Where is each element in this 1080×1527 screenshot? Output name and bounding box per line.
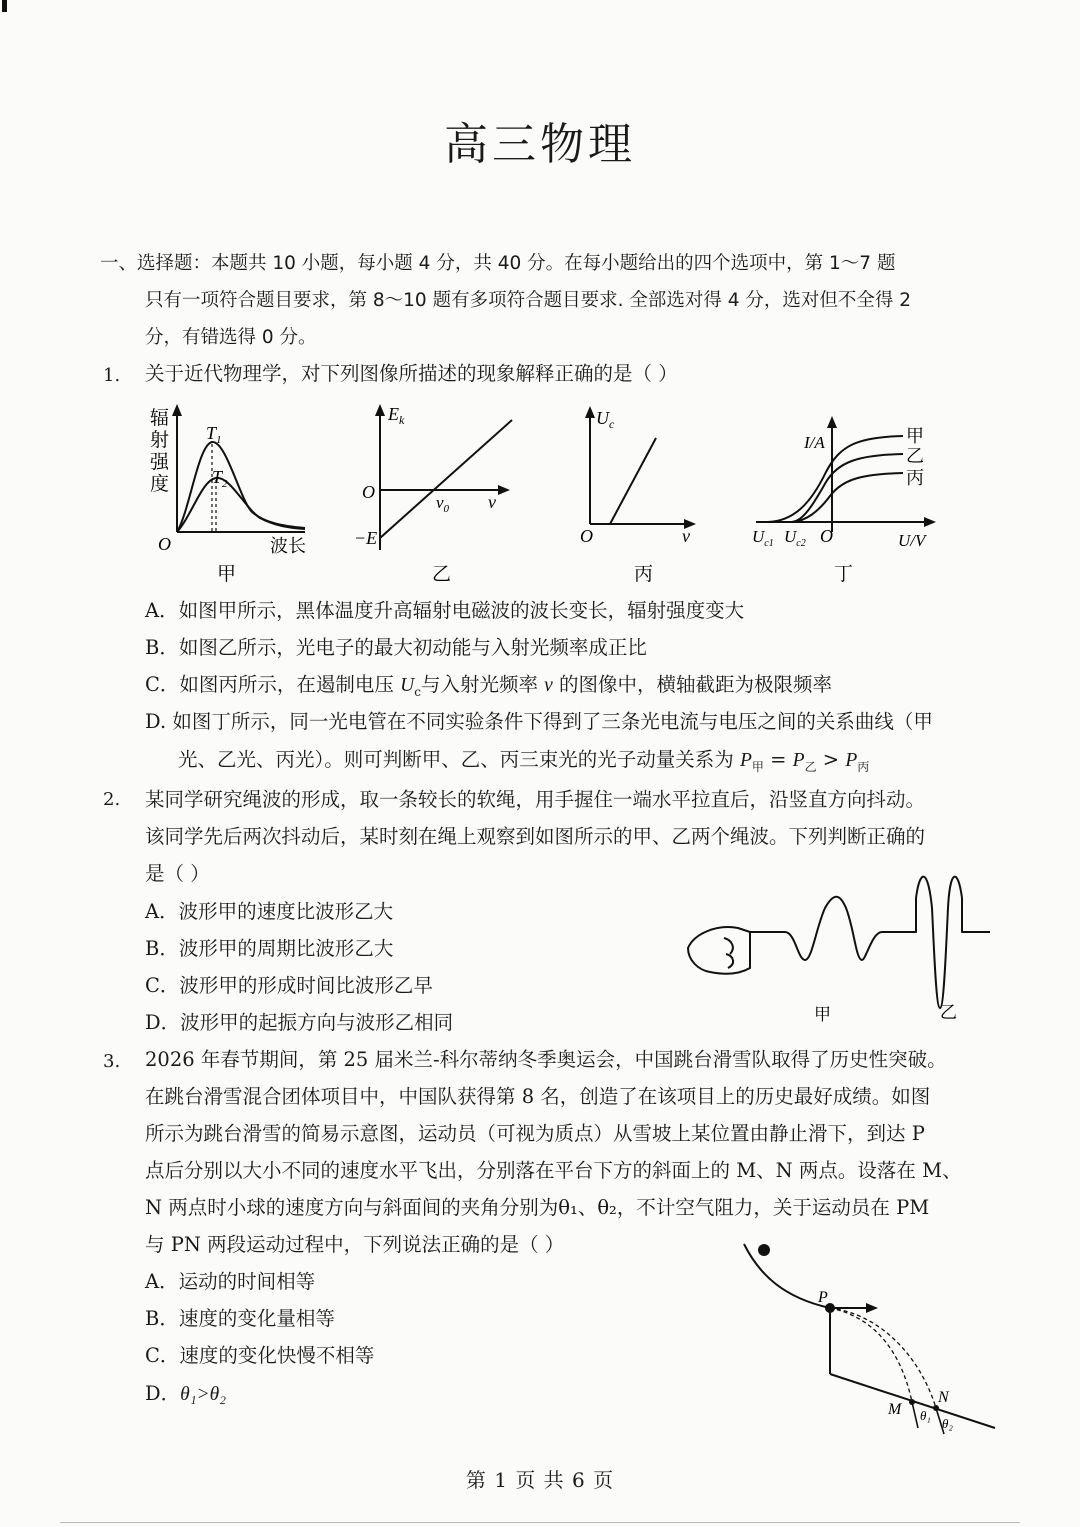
q2-option-a[interactable]: A．波形甲的速度比波形乙大 (145, 900, 394, 923)
q1-d-p2: P (792, 750, 805, 771)
q2-option-d[interactable]: D．波形甲的起振方向与波形乙相同 (145, 1011, 454, 1034)
yi-caption: 乙 (432, 563, 452, 585)
q1-d-p1: P (739, 750, 752, 771)
bing-origin: O (580, 526, 593, 546)
q1-option-c-post: 的图像中，横轴截距为极限频率 (552, 673, 833, 696)
page-footer: 第 1 页 共 6 页 (465, 1468, 615, 1492)
q3-option-a[interactable]: A．运动的时间相等 (145, 1270, 316, 1293)
jia-ylabel-1: 辐 (150, 407, 170, 429)
q3-line6: 与 PN 两段运动过程中，下列说法正确的是（ ） (145, 1233, 565, 1256)
q2-figure-rope-wave (680, 868, 1000, 1028)
q3-option-b[interactable]: B．速度的变化量相等 (145, 1307, 335, 1330)
bottom-scan-line (60, 1522, 1020, 1523)
label-theta1: θ₁ (920, 1408, 931, 1423)
q1-d-p3: P (845, 750, 858, 771)
jia-y-arrow (172, 404, 182, 416)
q1-figure-yi (352, 400, 527, 590)
q2-option-b[interactable]: B．波形甲的周期比波形乙大 (145, 937, 394, 960)
bing-line (610, 438, 656, 524)
ding-uc1: $U_{c1}$ (752, 527, 774, 549)
page-title: 高三物理 (444, 119, 636, 170)
ding-caption: 丁 (834, 563, 854, 585)
ding-x-arrow (924, 517, 936, 527)
trajectory-pn (830, 1308, 936, 1408)
ding-uc2: $U_{c2}$ (784, 527, 806, 549)
q3-line1: 2026 年春节期间，第 25 届米兰-科尔蒂纳冬季奥运会，中国跳台滑雪队取得了历史性突破。 (145, 1048, 947, 1071)
q3-line4: 点后分别以大小不同的速度水平飞出，分别落在平台下方的斜面上的 M、N 两点。设落在 M、 (145, 1159, 962, 1182)
jia-t1-label: $T_1$ (206, 423, 222, 446)
yi-ylabel: $E_k$ (388, 404, 405, 427)
ding-origin: O (820, 526, 833, 546)
q3-line5: N 两点时小球的速度方向与斜面间的夹角分别为θ₁、θ₂，不计空气阻力，关于运动员在 PM (145, 1196, 930, 1219)
q2-line1: 某同学研究绳波的形成，取一条较长的软绳，用手握住一端水平拉直后，沿竖直方向抖动。 (145, 788, 926, 811)
q1-option-d-line1[interactable]: D. 如图丁所示，同一光电管在不同实验条件下得到了三条光电流与电压之间的关系曲线（甲 (145, 710, 933, 733)
label-m: M (888, 1401, 902, 1418)
section-header-line2: 只有一项符合题目要求，第 8～10 题有多项符合题目要求. 全部选对得 4 分，选对但不全得 2 (145, 290, 912, 311)
jia-xlabel: 波长 (270, 536, 306, 557)
rope-wave-path (750, 877, 990, 1008)
hand-icon (688, 927, 750, 974)
yi-nu0: $\nu_0$ (436, 493, 450, 515)
section-header-line1: 一、选择题：本题共 10 小题，每小题 4 分，共 40 分。在每小题给出的四个选项中，第 1～7 题 (100, 253, 896, 274)
q2-line2: 该同学先后两次抖动后，某时刻在绳上观察到如图所示的甲、乙两个绳波。下列判断正确的 (145, 825, 926, 848)
yi-origin: O (362, 482, 375, 502)
ding-curve-jia (768, 436, 903, 522)
q1-option-c-var: U (400, 675, 415, 696)
q1-option-d-pre: 光、乙光、丙光）。则可判断甲、乙、丙三束光的光子动量关系为 (178, 748, 740, 771)
ding-label-bing: 丙 (906, 468, 924, 489)
jia-ylabel-3: 强 (150, 451, 170, 473)
q2-label-jia: 甲 (814, 1005, 831, 1025)
yi-x-arrow (498, 485, 510, 495)
q1-option-c-sub: c (414, 684, 421, 699)
skier-start-ball (758, 1244, 770, 1256)
bing-y-arrow (585, 406, 595, 418)
q1-option-a[interactable]: A．如图甲所示，黑体温度升高辐射电磁波的波长变长，辐射强度变大 (145, 599, 745, 622)
q1-d-sub3: 丙 (857, 759, 870, 774)
label-p: P (818, 1289, 828, 1306)
q1-number: 1. (103, 365, 121, 386)
q2-line3: 是（ ） (145, 862, 210, 885)
q1-option-b[interactable]: B．如图乙所示，光电子的最大初动能与入射光频率成正比 (145, 636, 647, 659)
yi-line (380, 420, 512, 538)
corner-mark (2, 0, 7, 12)
jia-origin: O (158, 534, 171, 554)
q3-figure-ski-jump (730, 1236, 1005, 1446)
q1-option-c-var2: ν (544, 675, 553, 696)
q1-figure-ding (748, 400, 948, 590)
yi-xlabel: ν (488, 492, 496, 512)
ding-label-yi: 乙 (906, 446, 924, 467)
q1-figure-jia (140, 400, 325, 590)
q3-option-d-text: θ₁>θ₂ (180, 1384, 227, 1405)
q1-d-gt: > (816, 748, 846, 771)
q1-d-sub1: 甲 (751, 759, 764, 774)
q2-label-yi: 乙 (940, 1003, 957, 1023)
jia-ylabel-2: 射 (150, 429, 170, 451)
jia-caption: 甲 (217, 563, 237, 585)
q2-number: 2. (103, 789, 121, 810)
bing-xlabel: ν (682, 526, 690, 546)
section-header-line3: 分，有错选得 0 分。 (145, 327, 317, 348)
q1-stem: 关于近代物理学，对下列图像所描述的现象解释正确的是（ ） (145, 362, 678, 385)
q1-option-c-mid: 与入射光频率 (420, 673, 545, 696)
q3-option-d[interactable] (145, 1375, 226, 1414)
q1-figure-bing (572, 400, 712, 590)
jia-ylabel-4: 度 (150, 473, 170, 495)
launch-arrowhead (866, 1303, 878, 1313)
bing-ylabel: $U_c$ (596, 408, 615, 431)
yi-neg-e: −E (354, 528, 378, 548)
q3-option-d-pre: D． (145, 1382, 181, 1405)
point-m-dot (909, 1399, 915, 1405)
yi-y-arrow (375, 404, 385, 416)
ding-curve-yi (792, 454, 903, 522)
q3-line2: 在跳台滑雪混合团体项目中，中国队获得第 8 名，创造了在该项目上的历史最好成绩。如图 (145, 1085, 931, 1108)
q1-option-c-pre: C．如图丙所示，在遏制电压 (145, 673, 401, 696)
hand-fingers (724, 938, 733, 968)
ding-ylabel: I/A (804, 433, 825, 452)
q3-option-c[interactable]: C．速度的变化快慢不相等 (145, 1344, 375, 1367)
jia-t2-label: $T_2$ (212, 467, 228, 490)
q1-d-sub2: 乙 (804, 759, 817, 774)
q1-option-d-line2[interactable] (178, 741, 869, 786)
jia-curve-t2 (177, 478, 305, 532)
ding-xlabel: U/V (898, 531, 926, 550)
q1-d-eq: = (763, 748, 793, 771)
label-theta2: θ₂ (942, 1416, 953, 1431)
ding-y-arrow (827, 416, 837, 428)
ding-curve-bing (792, 473, 903, 522)
q3-line3: 所示为跳台滑雪的简易示意图，运动员（可视为质点）从雪坡上某位置由静止滑下，到达 P (145, 1122, 925, 1145)
velocity-m (912, 1402, 918, 1428)
bing-caption: 丙 (634, 563, 654, 585)
ding-label-jia: 甲 (906, 426, 924, 447)
label-n: N (938, 1389, 949, 1406)
q3-number: 3. (103, 1051, 121, 1072)
q2-option-c[interactable]: C．波形甲的形成时间比波形乙早 (145, 974, 433, 997)
jia-curve-t1 (177, 442, 305, 532)
